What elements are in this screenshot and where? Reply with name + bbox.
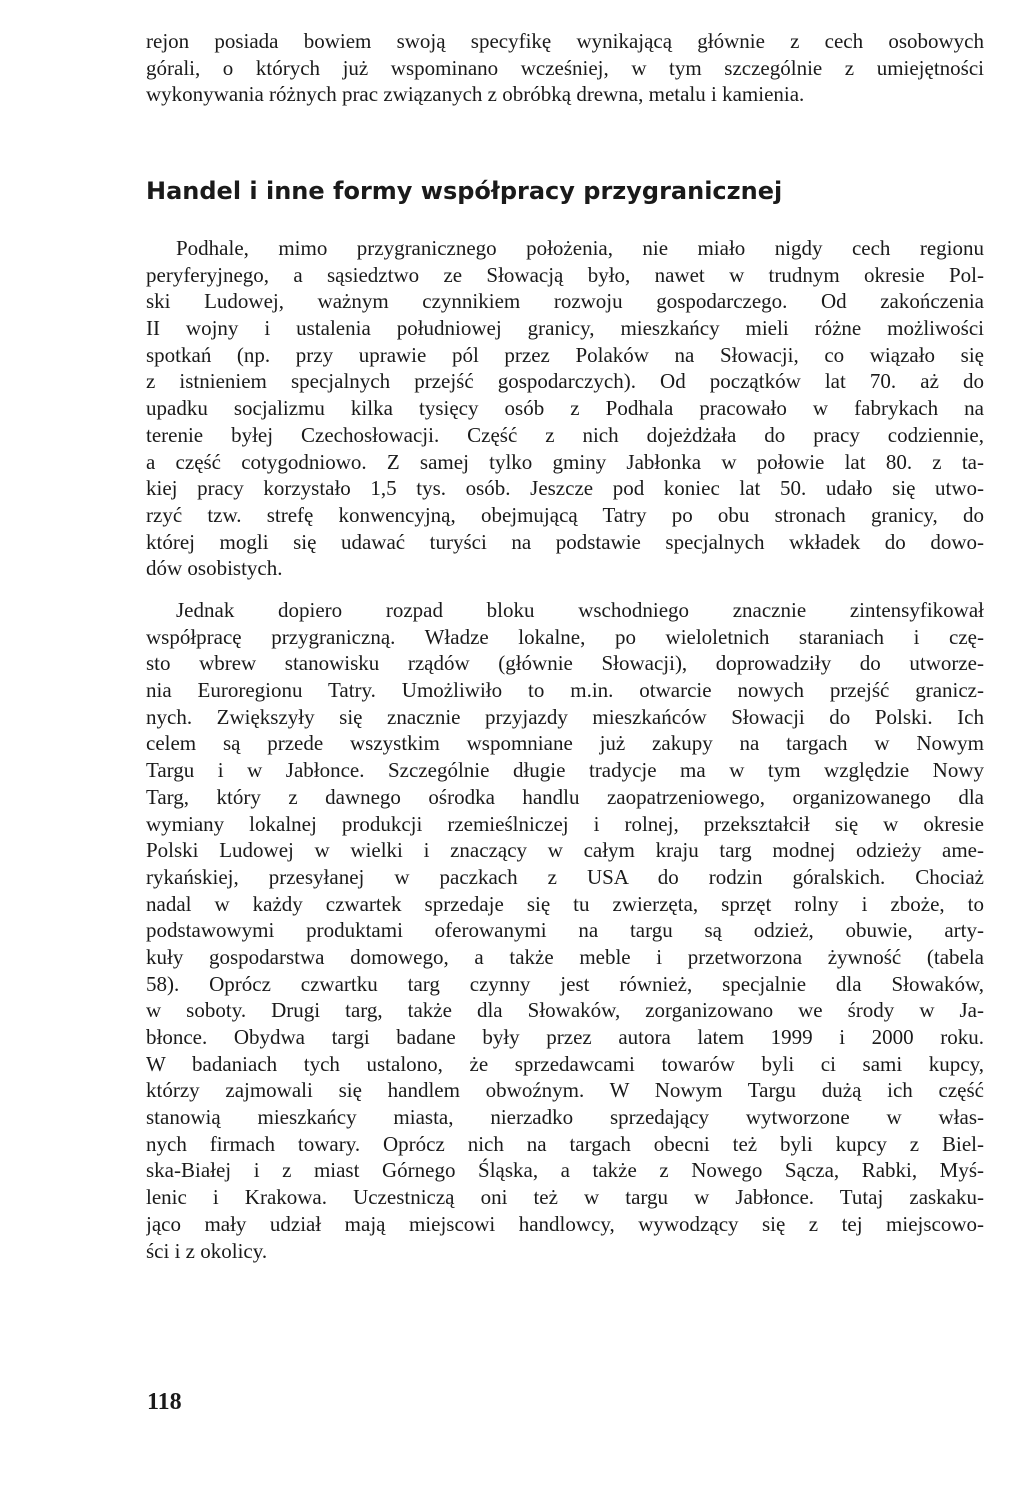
text-line: 58). Oprócz czwartku targ czynny jest również, specjalnie dla Słowaków, [146,971,984,996]
text-line: sto wbrew stanowisku rządów (głównie Słowacji), doprowadziły do utworze- [146,651,984,676]
text-line: ści i z okolicy. [146,1238,268,1263]
text-line: z istnieniem specjalnych przejść gospodarczych). Od początków lat 70. aż do [146,369,984,394]
text-line: rejon posiada bowiem swoją specyfikę wynikającą głównie z cech osobowych [146,29,984,53]
text-line: błonce. Obydwa targi badane były przez autora latem 1999 i 2000 roku. [146,1025,984,1049]
text-line: peryferyjnego, a sąsiedztwo ze Słowacją było, nawet w trudnym okresie Pol- [146,262,984,287]
text-line: której mogli się udawać turyści na podstawie specjalnych wkładek do dowo- [146,529,984,554]
text-line: celem są przede wszystkim wspomniane już zakupy na targach w Nowym [146,731,984,756]
text-line: którzy zajmowali się handlem obwoźnym. W Nowym Targu dużą ich część [146,1078,984,1103]
text-line: nych firmach towary. Oprócz nich na targach obecni też byli kupcy z Biel- [146,1131,984,1156]
text-line: Targ, który z dawnego ośrodka handlu zaopatrzeniowego, organizowanego dla [146,784,984,809]
text-line: jąco mały udział mają miejscowi handlowcy, wywodzący się z tej miejscowo- [146,1211,984,1236]
text-line: górali, o których już wspominano wcześniej, w tym szczególnie z umiejętności [146,55,984,80]
text-line: rzyć tzw. strefę konwencyjną, obejmującą Tatry po obu stronach granicy, do [146,502,984,527]
text-line: lenic i Krakowa. Uczestniczą oni też w targu w Jabłonce. Tutaj zaskaku- [146,1185,984,1210]
text-line: dów osobistych. [146,556,283,581]
paragraph-1 [146,235,984,582]
text-line: nadal w każdy czwartek sprzedaje się tu zwierzęta, sprzęt rolny i zboże, to [146,891,984,916]
text-line: nia Euroregionu Tatry. Umożliwiło to m.in. otwarcie nowych przejść granicz- [146,678,984,703]
section-heading: Handel i inne formy współpracy przygranicznej [146,177,783,205]
text-line: spotkań (np. przy uprawie pól przez Polaków na Słowacji, co wiązało się [146,342,984,367]
text-line: podstawowymi produktami oferowanymi na targu są odzież, obuwie, arty- [146,918,984,943]
text-line: ski Ludowej, ważnym czynnikiem rozwoju gospodarczego. Od zakończenia [146,289,984,314]
text-line: kuły gospodarstwa domowego, a także meble i przetworzona żywność (tabela [146,944,984,969]
page-number: 118 [147,1389,182,1415]
paragraph-2 [146,597,984,1264]
text-line: w soboty. Drugi targ, także dla Słowaków, zorganizowano we środy w Ja- [146,998,984,1023]
text-line: wymiany lokalnej produkcji rzemieślniczej i rolnej, przekształcił się w okresie [146,811,984,836]
text-line: stanowią mieszkańcy miasta, nierzadko sprzedający wytworzone w włas- [146,1105,984,1130]
text-line: Podhale, mimo przygranicznego położenia, nie miało nigdy cech regionu [176,236,984,260]
text-line: nych. Zwiększyły się znacznie przyjazdy mieszkańców Słowacji do Polski. Ich [146,704,984,729]
text-line: Targu i w Jabłonce. Szczególnie długie tradycje ma w tym względzie Nowy [146,758,984,783]
text-line: terenie byłej Czechosłowacji. Część z nich dojeżdżała do pracy codziennie, [146,422,984,447]
text-line: upadku socjalizmu kilka tysięcy osób z Podhala pracowało w fabrykach na [146,396,984,421]
text-line: kiej pracy korzystało 1,5 tys. osób. Jeszcze pod koniec lat 50. udało się utwo- [146,476,984,501]
text-line: wykonywania różnych prac związanych z obróbką drewna, metalu i kamienia. [146,82,805,107]
text-line: II wojny i ustalenia południowej granicy, mieszkańcy mieli różne możliwości [146,316,984,341]
text-line: Jednak dopiero rozpad bloku wschodniego znacznie zintensyfikował [176,598,984,622]
text-line: W badaniach tych ustalono, że sprzedawcami towarów byli ci sami kupcy, [146,1051,984,1076]
intro-paragraph [146,28,984,108]
text-line: ska-Białej i z miast Górnego Śląska, a także z Nowego Sącza, Rabki, Myś- [146,1158,984,1183]
text-line: a część cotygodniowo. Z samej tylko gminy Jabłonka w połowie lat 80. z ta- [146,449,984,474]
text-line: rykańskiej, przesyłanej w paczkach z USA do rodzin góralskich. Chociaż [146,864,984,889]
text-line: współpracę przygraniczną. Władze lokalne, po wieloletnich staraniach i czę- [146,624,984,649]
text-line: Polski Ludowej w wielki i znaczący w całym kraju targ modnej odzieży ame- [146,838,984,863]
